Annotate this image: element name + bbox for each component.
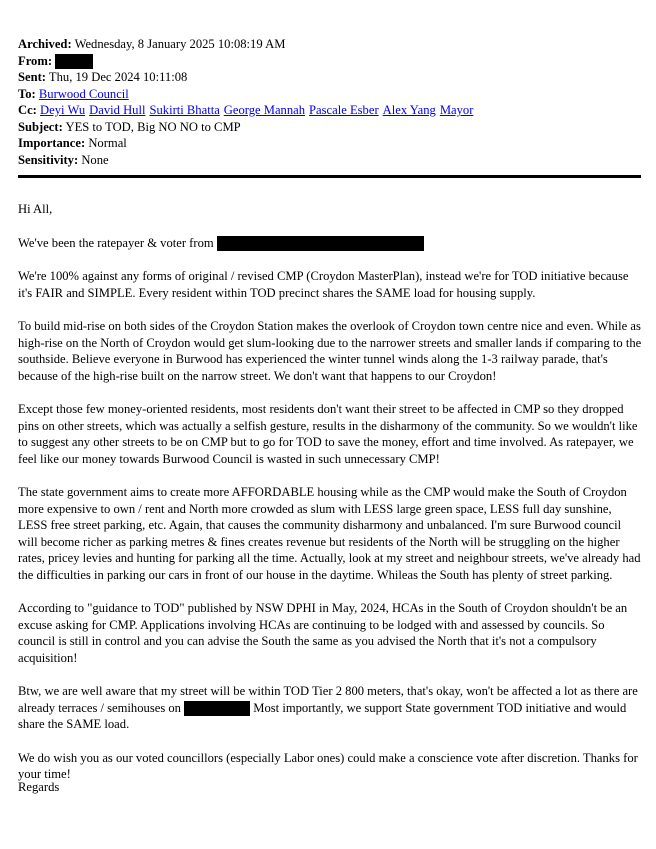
- importance-label: Importance:: [18, 136, 86, 151]
- subject-label: Subject:: [18, 119, 63, 134]
- body-paragraph: Except those few money-oriented residents, most residents don't want their street to be affected in CMP so they dropped pins on other streets, which was actually a selfish gesture, results in the disharmony of the community. So we wouldn't like to suggest any other streets to be on CMP but to go for TOD to save the money, effort and time involved. As ratepayer, we feel like our money towards Burwood Council is wasted in such unnecessary CMP!: [18, 402, 638, 466]
- address-redaction: [217, 236, 424, 251]
- body-paragraph-text: We've been the ratepayer & voter from: [18, 235, 214, 250]
- cc-recipient-link[interactable]: Sukirti Bhatta: [149, 103, 220, 118]
- sent-row: [18, 69, 477, 86]
- cc-recipient-link[interactable]: Mayor: [439, 103, 474, 118]
- street-redaction: [184, 701, 250, 716]
- cc-label: Cc:: [18, 103, 37, 118]
- body-paragraph: [18, 235, 643, 252]
- from-label: From:: [18, 53, 53, 68]
- to-row: [18, 86, 477, 103]
- header-divider: [18, 175, 641, 178]
- sent-label: Sent:: [18, 70, 46, 85]
- sensitivity-row: [18, 152, 477, 169]
- archived-label: Archived:: [18, 37, 72, 51]
- cc-recipient-link[interactable]: Pascale Esber: [309, 103, 379, 118]
- body-paragraph: [18, 683, 643, 733]
- sensitivity-label: Sensitivity:: [18, 152, 79, 167]
- sensitivity-value: None: [81, 152, 109, 167]
- subject-value: YES to TOD, Big NO NO to CMP: [65, 119, 241, 134]
- body-paragraph: We do wish you as our voted councillors (especially Labor ones) could make a conscience vote after discretion. Thanks for your time!: [18, 750, 638, 782]
- to-recipient-link[interactable]: Burwood Council: [38, 86, 129, 101]
- to-label: To:: [18, 86, 36, 101]
- body-paragraph: The state government aims to create more AFFORDABLE housing while as the CMP would make the South of Croydon more expensive to own / rent and North more crowded as slum with LESS large green space, LESS full day sunshine, LESS free street parking, etc. Again, that causes the community disharmony and unbalanced. I'm sure Burwood council will become richer as parking metres & fines creates revenue but residents of the North will be struggling on the higher rates, pricey levies and hunting for parking all the time. Actually, look at my street and neighbour streets, we've already had the difficulties in parking our cars in front of our house in the daytime. Whileas the South has plenty of street parking.: [18, 485, 641, 582]
- archived-value: Wednesday, 8 January 2025 10:08:19 AM: [74, 37, 286, 51]
- cc-recipient-link[interactable]: George Mannah: [223, 103, 306, 118]
- closing: Regards: [18, 780, 60, 794]
- email-body: [18, 201, 643, 800]
- body-paragraph-text: Most importantly, we support State government TOD initiative and would share the SAME load.: [18, 700, 627, 732]
- importance-value: Normal: [88, 136, 127, 151]
- cc-row: [18, 102, 477, 119]
- archived-row: [18, 36, 477, 53]
- greeting: Hi All,: [18, 202, 53, 216]
- cc-recipient-link[interactable]: David Hull: [89, 103, 146, 118]
- body-paragraph-text: Btw, we are well aware that my street will be within TOD Tier 2 800 meters, that's okay, won't be affected a lot as there are already terraces / semihouses on: [18, 684, 638, 715]
- body-paragraph: We're 100% against any forms of original / revised CMP (Croydon MasterPlan), instead we're for TOD initiative because it's FAIR and SIMPLE. Every resident within TOD precinct shares the SAME load for housing supply.: [18, 269, 629, 300]
- subject-row: [18, 119, 477, 136]
- body-paragraph: To build mid-rise on both sides of the Croydon Station makes the overlook of Croydon town centre nice and even. While as high-rise on the North of Croydon would get slum-looking due to the narrower streets and smaller lands if comparing to the southside. Believe everyone in Burwood has experienced the winter tunnel winds along the 1-3 railway parade, that's because of the high-rise built on the narrow street. We don't want that happens to our Croydon!: [18, 319, 642, 383]
- importance-row: [18, 135, 477, 152]
- from-redaction: [55, 54, 93, 69]
- email-header: [18, 36, 477, 168]
- from-row: [18, 53, 477, 70]
- body-paragraph: According to "guidance to TOD" published by NSW DPHI in May, 2024, HCAs in the South of Croydon shouldn't be an excuse asking for CMP. Applications involving HCAs are continuing to be lodged with and assessed by councils. So council is still in control and you can advise the South the same as you advised the North that it's not a compulsory acquisition!: [18, 601, 628, 665]
- cc-recipient-link[interactable]: Deyi Wu: [40, 103, 86, 118]
- sent-value: Thu, 19 Dec 2024 10:11:08: [48, 70, 188, 85]
- cc-recipient-link[interactable]: Alex Yang: [382, 103, 436, 118]
